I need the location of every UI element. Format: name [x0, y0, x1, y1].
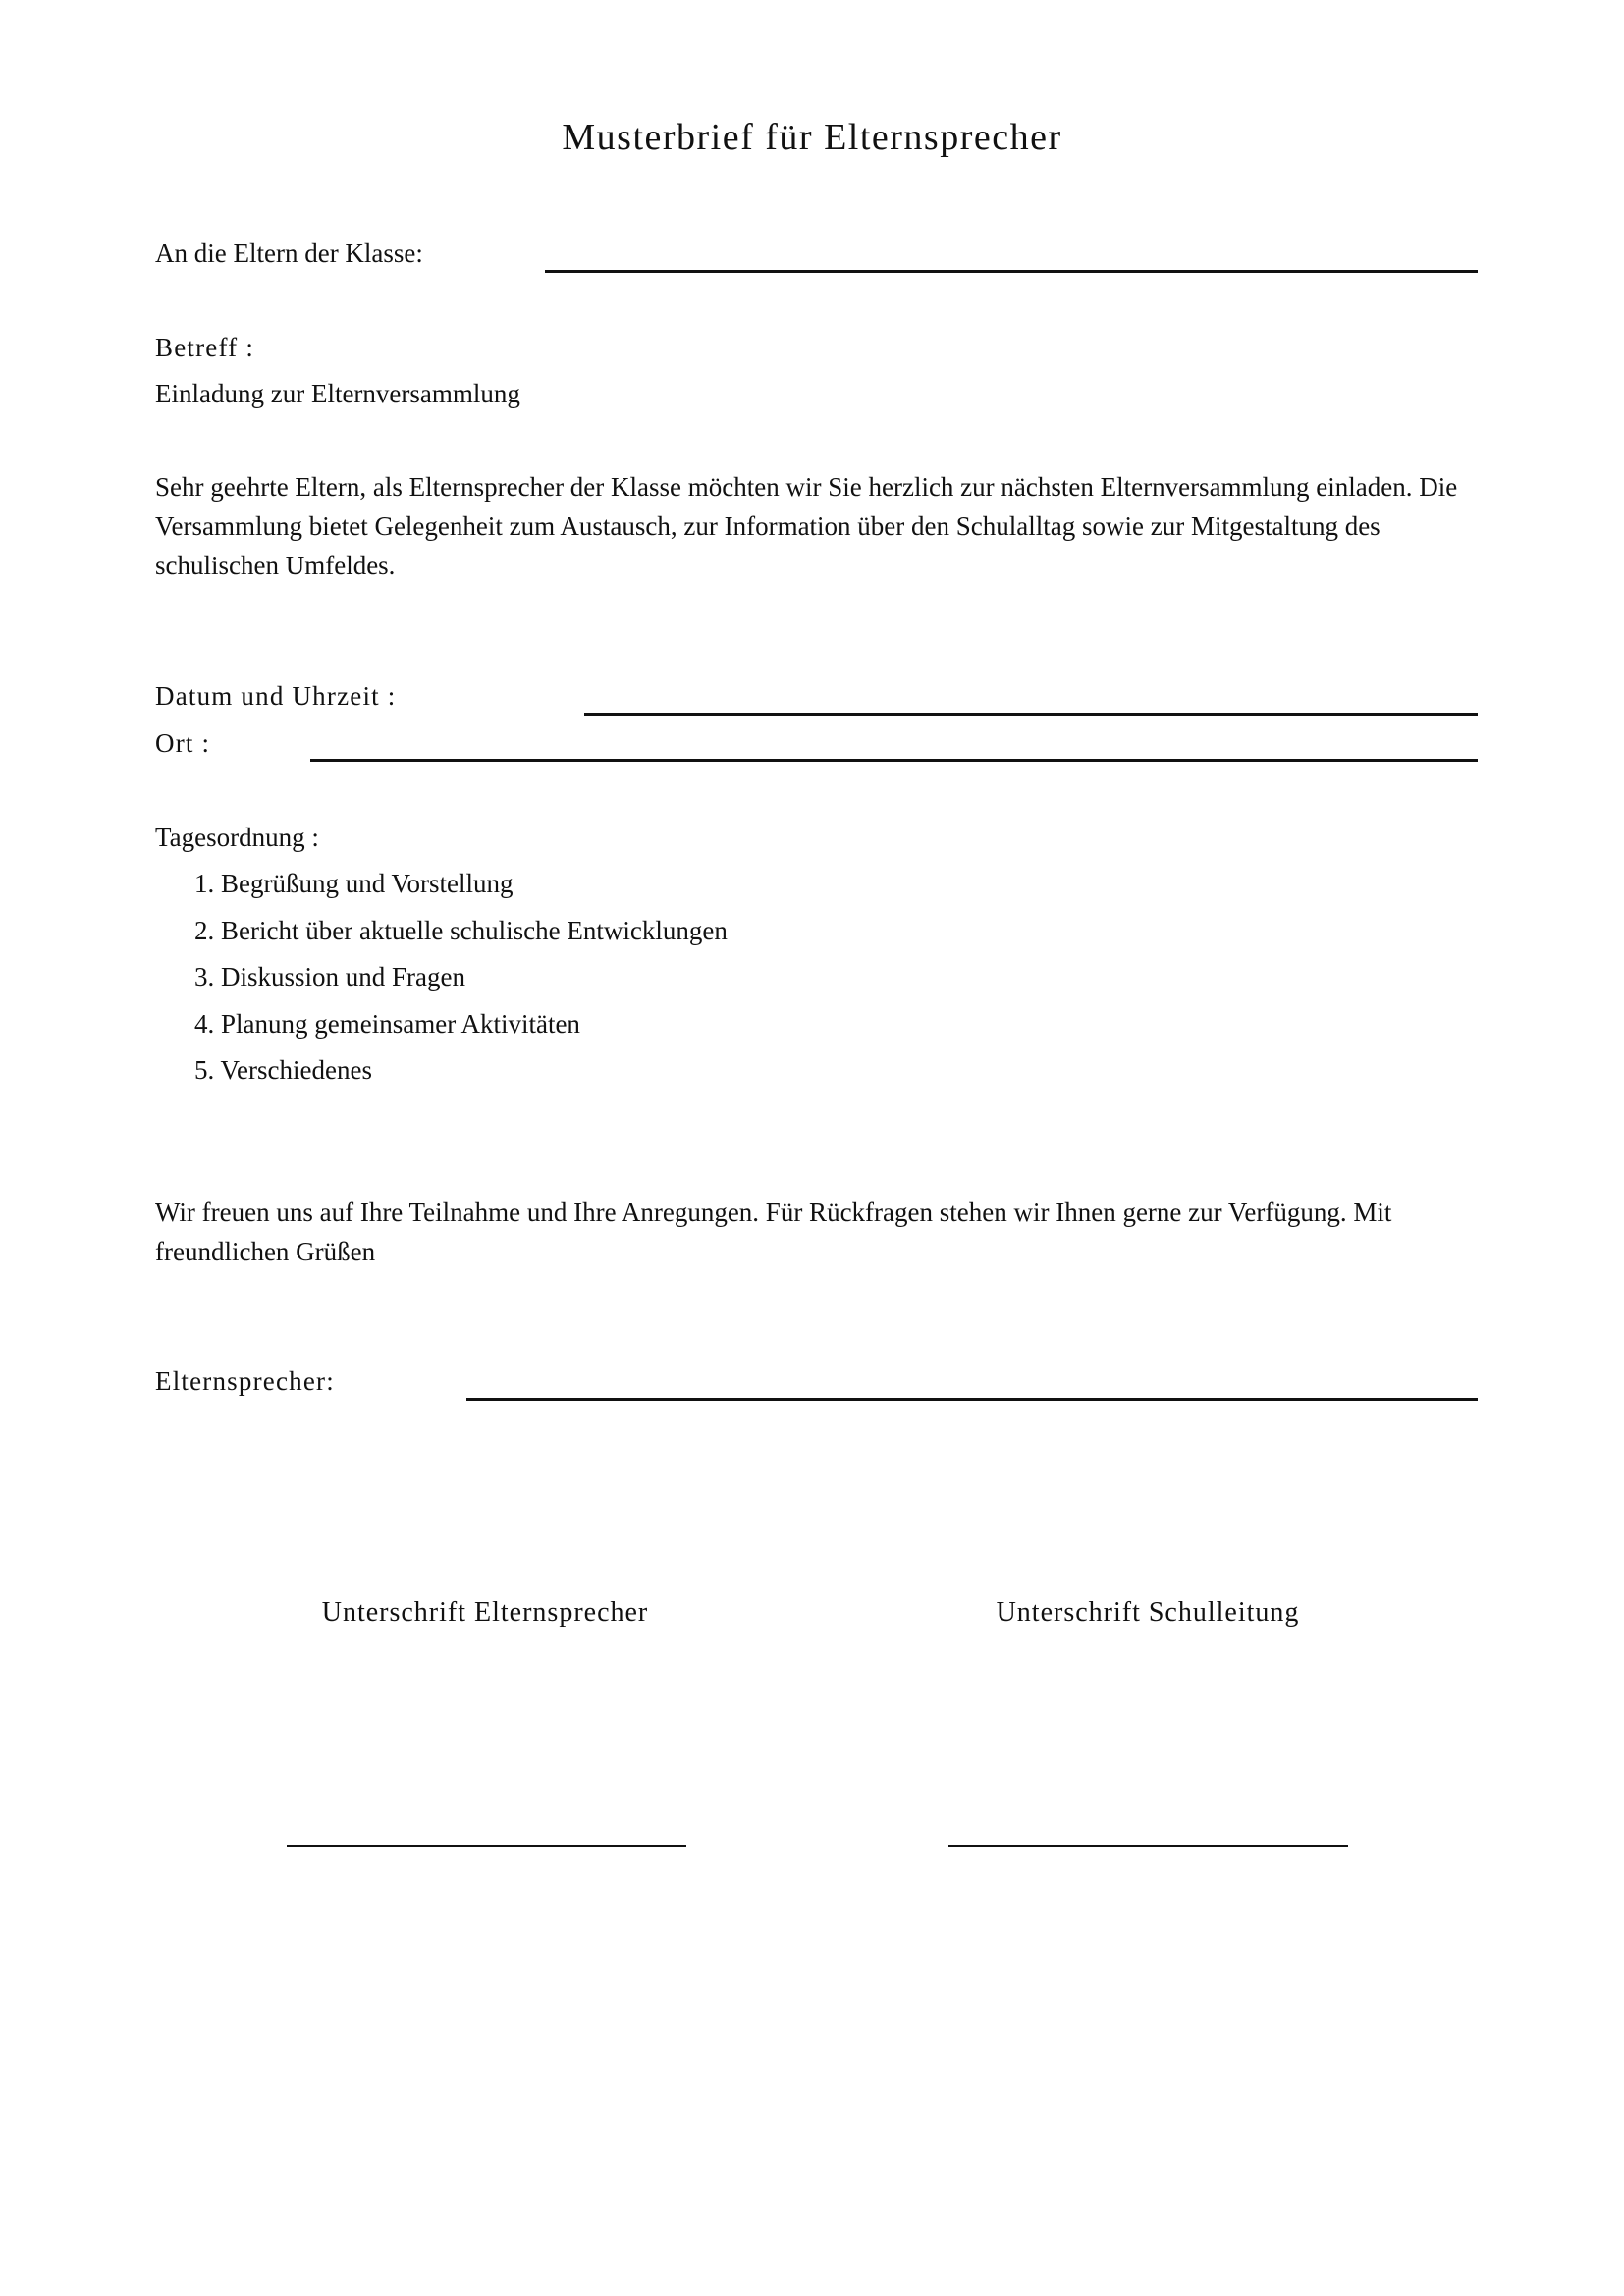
agenda-item: 5. Verschiedenes: [194, 1055, 372, 1085]
date-time-field[interactable]: [584, 713, 1478, 716]
signature-label-representative: Unterschrift Elternsprecher: [321, 1597, 649, 1628]
representative-name-field[interactable]: [466, 1398, 1478, 1401]
date-time-label: Datum und Uhrzeit :: [155, 681, 397, 711]
agenda-list: [194, 864, 728, 1097]
subject-value: Einladung zur Elternversammlung: [155, 379, 520, 408]
place-field[interactable]: [310, 759, 1478, 762]
subject-label: Betreff :: [155, 333, 255, 362]
agenda-item: 2. Bericht über aktuelle schulische Entwicklungen: [194, 915, 728, 945]
signature-line-principal[interactable]: [948, 1845, 1348, 1847]
place-label: Ort :: [155, 728, 211, 758]
signature-line-representative[interactable]: [287, 1845, 686, 1847]
recipient-class-field[interactable]: [545, 270, 1478, 273]
agenda-item: 3. Diskussion und Fragen: [194, 962, 465, 991]
signature-label-principal: Unterschrift Schulleitung: [996, 1597, 1300, 1628]
agenda-item: 4. Planung gemeinsamer Aktivitäten: [194, 1008, 580, 1039]
agenda-item: 1. Begrüßung und Vorstellung: [194, 869, 514, 898]
intro-paragraph: Sehr geehrte Eltern, als Elternsprecher der Klasse möchten wir Sie herzlich zur nächsten Elternversammlung einladen. Die Versammlung bietet Gelegenheit zum Austausch, zur Information über den Schulalltag sowie zur Mitgestaltung des schulischen Umfeldes.: [155, 472, 1458, 580]
page-title: Musterbrief für Elternsprecher: [562, 117, 1062, 158]
agenda-label: Tagesordnung :: [155, 823, 319, 852]
closing-paragraph: Wir freuen uns auf Ihre Teilnahme und Ihre Anregungen. Für Rückfragen stehen wir Ihnen gerne zur Verfügung. Mit freundlichen Grüßen: [155, 1198, 1392, 1266]
representative-label: Elternsprecher:: [155, 1366, 335, 1396]
recipient-label: An die Eltern der Klasse:: [155, 239, 423, 268]
